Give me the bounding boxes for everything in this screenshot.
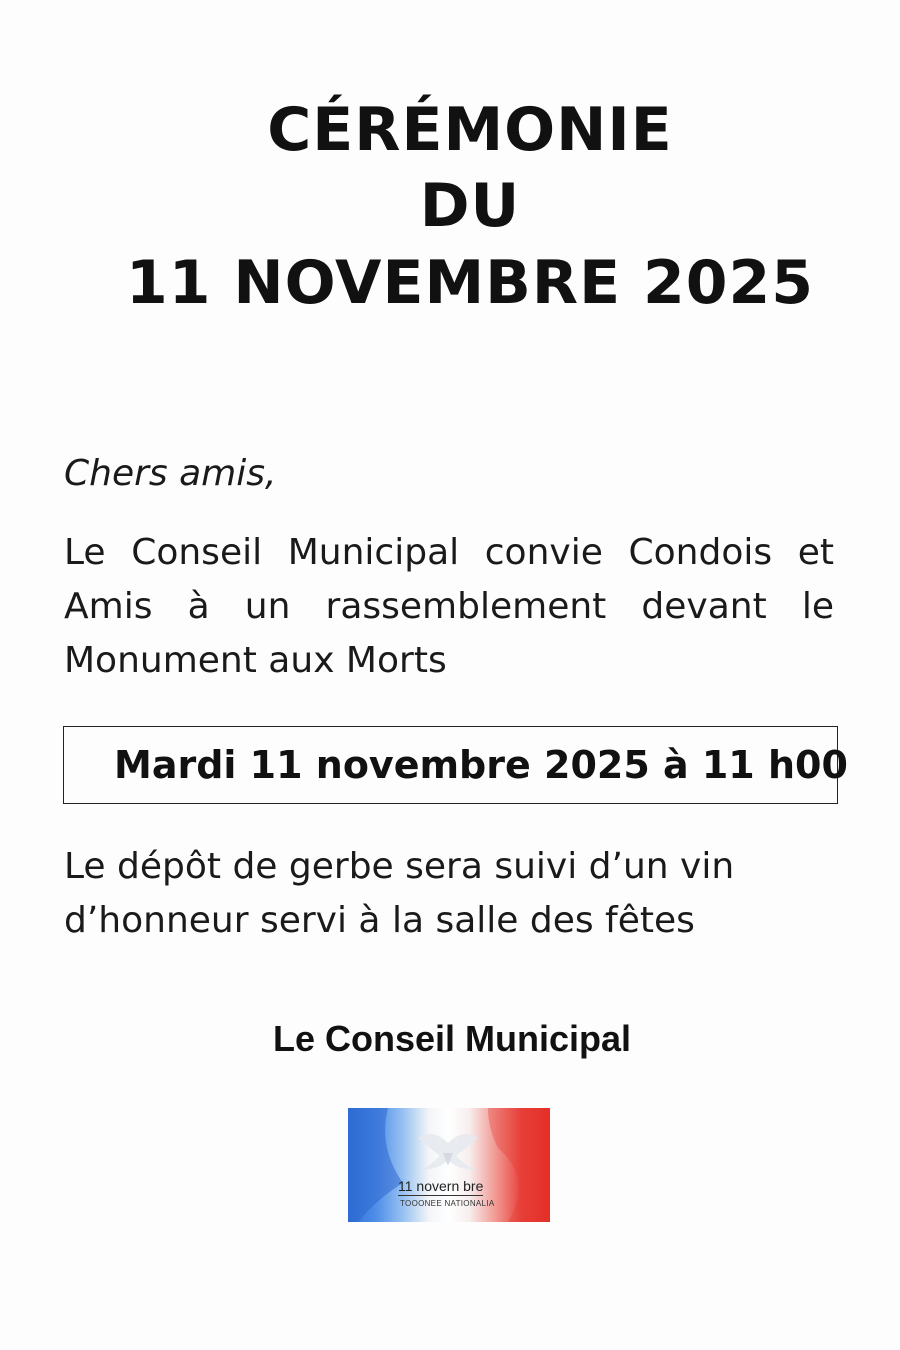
armistice-logo (348, 1108, 550, 1222)
title-line-date: 11 NOVEMBRE 2025 (126, 248, 814, 318)
invitation-paragraph: Le Conseil Municipal convie Condois et Amis à un rassemblement devant le Monument aux Morts (64, 532, 834, 681)
title-line-ceremonie: CÉRÉMONIE (267, 95, 673, 165)
event-date-box (63, 726, 848, 804)
signature: Le Conseil Municipal (272, 1018, 632, 1059)
reception-paragraph: Le dépôt de gerbe sera suivi d’un vin d’honneur servi à la salle des fêtes (64, 846, 735, 941)
logo-subtitle-text: TOOONEE NATIONALIA (400, 1199, 495, 1208)
logo-date-text: 11 novern bre (398, 1178, 484, 1194)
event-datetime: Mardi 11 novembre 2025 à 11 h00 (114, 743, 848, 787)
title-line-du: DU (419, 171, 521, 241)
greeting: Chers amis, (64, 453, 277, 494)
